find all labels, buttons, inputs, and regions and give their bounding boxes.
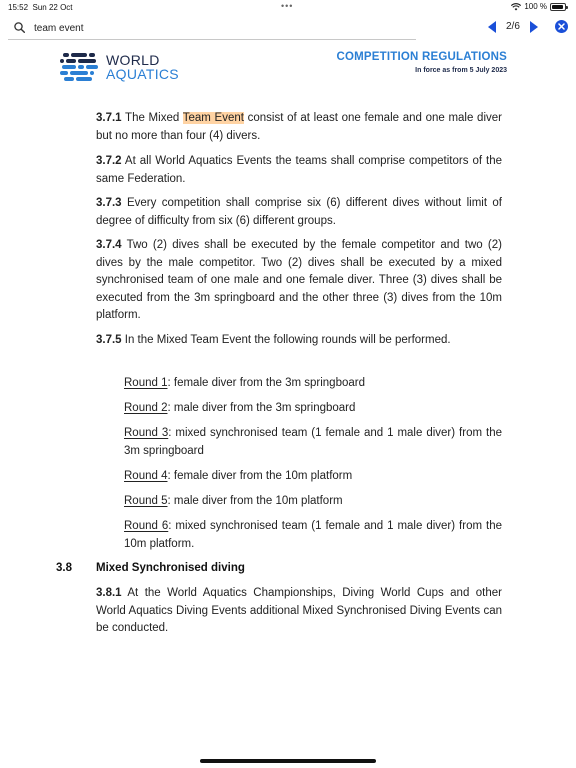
close-search-button[interactable] <box>555 20 568 33</box>
status-right <box>511 2 566 11</box>
battery-percent: 100 % <box>524 2 547 11</box>
battery-icon <box>550 3 566 11</box>
status-time: 15:52 Sun 22 Oct <box>8 3 73 12</box>
search-input[interactable] <box>34 20 404 36</box>
paragraph-3-7-4: 3.7.4 Two (2) dives shall be executed by the female competitor and two (2) dives by the male competitor. Two (2) dives shall be executed by a mixed synchronised team of one male and one female diver. Three (3) dives shall be executed from the 3m springboard and the other three (3) dives from the 10m platform. <box>96 239 502 321</box>
multitasking-dots-icon[interactable]: ••• <box>281 1 294 11</box>
search-icon <box>14 22 25 33</box>
search-field[interactable] <box>8 18 416 40</box>
paragraph-3-7-2: 3.7.2 At all World Aquatics Events the teams shall comprise competitors of the same Federation. <box>96 155 502 185</box>
paragraph-3-8-1: 3.8.1 At the World Aquatics Championships, Diving World Cups and other World Aquatics Diving Events additional Mixed Synchronised Diving Events can be conducted. <box>96 587 502 634</box>
logo-line-2: AQUATICS <box>106 66 179 82</box>
previous-match-icon[interactable] <box>486 20 498 34</box>
logo-line-1: WORLD <box>106 52 160 68</box>
round-item: Round 2: male diver from the 3m springboard <box>124 402 356 414</box>
document-header <box>337 51 508 74</box>
round-item: Round 5: male diver from the 10m platform <box>124 495 343 507</box>
next-match-icon[interactable] <box>528 20 540 34</box>
search-highlight: Team Event <box>182 112 244 124</box>
match-count: 2/6 <box>506 21 520 32</box>
paragraph-3-7-1: 3.7.1 The Mixed Team Event consist of at least one female and one male diver but no more than four (4) divers. <box>96 112 502 142</box>
world-aquatics-logo <box>60 52 200 82</box>
section-title: Mixed Synchronised diving <box>96 562 245 574</box>
round-item: Round 3: mixed synchronised team (1 female and 1 male diver) from the 3m springboard <box>124 427 502 457</box>
round-item: Round 6: mixed synchronised team (1 female and 1 male diver) from the 10m platform. <box>124 520 502 550</box>
status-bar <box>0 0 576 14</box>
wifi-icon <box>511 3 521 11</box>
document-subtitle: In force as from 5 July 2023 <box>415 67 507 74</box>
round-item: Round 4: female diver from the 10m platform <box>124 470 353 482</box>
document-title: COMPETITION REGULATIONS <box>336 51 507 63</box>
close-icon <box>558 23 565 30</box>
home-indicator[interactable] <box>200 759 376 763</box>
round-item: Round 1: female diver from the 3m springboard <box>124 377 365 389</box>
paragraph-3-7-5: 3.7.5 In the Mixed Team Event the following rounds will be performed. <box>96 334 451 346</box>
paragraph-3-7-3: 3.7.3 Every competition shall comprise six (6) different dives without limit of degree of difficulty from six (6) different groups. <box>96 197 502 227</box>
section-number: 3.8 <box>56 562 72 574</box>
wave-lines-logo-icon <box>60 52 100 82</box>
logo-wordmark <box>106 53 179 81</box>
